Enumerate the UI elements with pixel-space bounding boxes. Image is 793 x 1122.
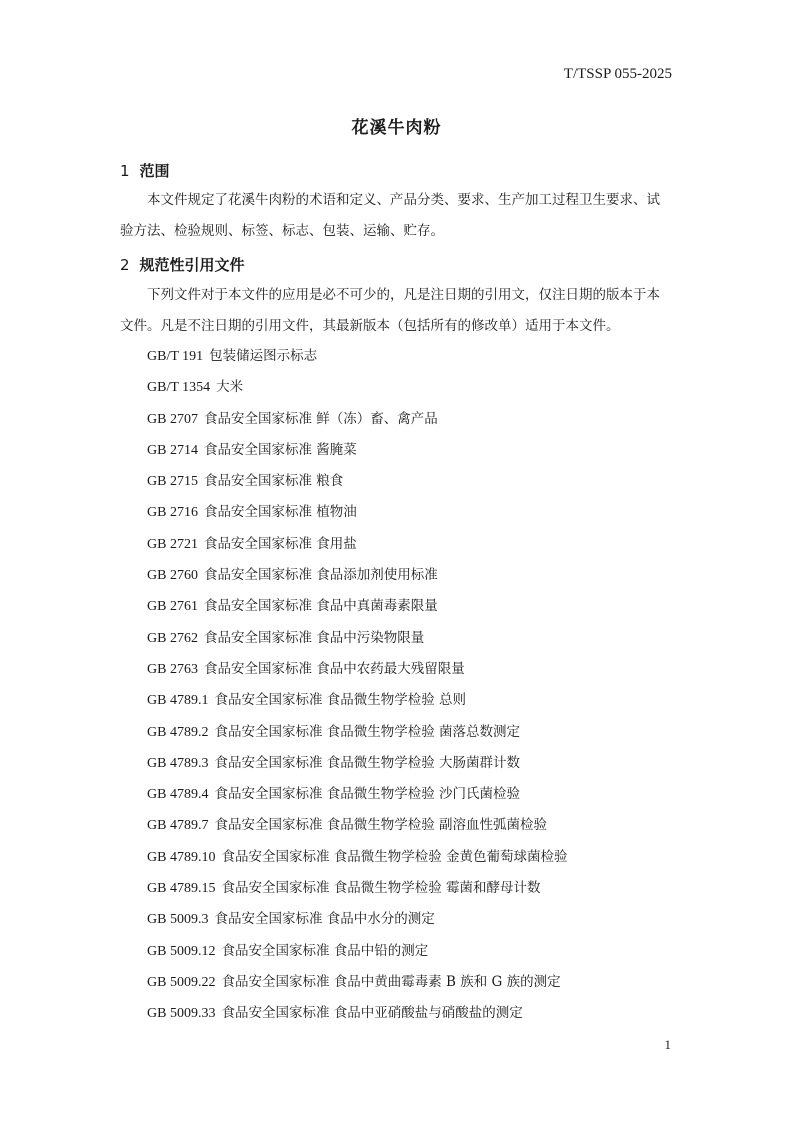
reference-code: GB 5009.22 — [147, 974, 216, 990]
reference-code: GB 4789.2 — [147, 724, 209, 740]
reference-title: 食品安全国家标准 粮食 — [203, 473, 344, 490]
section-heading-normative-references — [120, 254, 245, 275]
section-title: 范围 — [139, 162, 170, 180]
reference-code: GB 2763 — [147, 661, 198, 677]
section-number: 2 — [120, 256, 130, 274]
reference-item — [147, 752, 568, 783]
reference-code: GB 4789.1 — [147, 693, 209, 709]
reference-item — [147, 908, 568, 939]
references-paragraph-line-2: 文件。凡是不注日期的引用文件，其最新版本（包括所有的修改单）适用于本文件。 — [120, 318, 620, 334]
reference-item — [147, 783, 568, 814]
reference-item — [147, 658, 568, 689]
reference-code: GB 4789.4 — [147, 787, 209, 803]
reference-code: GB 4789.3 — [147, 755, 209, 771]
reference-code: GB 5009.33 — [147, 1006, 216, 1022]
reference-code: GB/T 191 — [147, 349, 204, 364]
reference-title: 食品安全国家标准 食品微生物学检验 副溶血性弧菌检验 — [214, 817, 548, 834]
references-paragraph-line-1: 下列文件对于本文件的应用是必不可少的，凡是注日期的引用文，仅注日期的版本于本 — [147, 287, 660, 303]
document-number: T/TSSP 055-2025 — [563, 66, 672, 82]
reference-code: GB 4789.7 — [147, 818, 209, 834]
section-heading-scope — [120, 160, 170, 181]
reference-code: GB 4789.15 — [147, 881, 216, 897]
reference-title: 食品安全国家标准 食品中亚硝酸盐与硝酸盐的测定 — [221, 1005, 523, 1022]
reference-title: 食品安全国家标准 食品微生物学检验 大肠菌群计数 — [214, 754, 521, 771]
reference-item — [147, 345, 568, 376]
section-title: 规范性引用文件 — [139, 256, 245, 274]
reference-title: 食品安全国家标准 食品中黄曲霉毒素 B 族和 G 族的测定 — [221, 973, 561, 990]
reference-title: 食品安全国家标准 食品中铅的测定 — [221, 942, 429, 959]
reference-code: GB 2707 — [147, 411, 198, 427]
reference-item — [147, 439, 568, 470]
scope-paragraph-line-2: 验方法、检验规则、标签、标志、包装、运输、贮存。 — [120, 223, 444, 239]
reference-code: GB/T 1354 — [147, 380, 211, 396]
page-number: 1 — [664, 1037, 671, 1052]
reference-title: 食品安全国家标准 酱腌菜 — [203, 441, 357, 458]
reference-item — [147, 408, 568, 439]
reference-title: 食品安全国家标准 食品微生物学检验 沙门氏菌检验 — [214, 786, 521, 803]
reference-title: 食品安全国家标准 食用盐 — [203, 535, 357, 552]
reference-title: 食品安全国家标准 食品微生物学检验 霉菌和酵母计数 — [221, 880, 541, 897]
reference-item — [147, 814, 568, 845]
reference-title: 食品安全国家标准 食品微生物学检验 总则 — [214, 692, 467, 709]
reference-title: 食品安全国家标准 食品中水分的测定 — [214, 911, 435, 928]
reference-item — [147, 877, 568, 908]
reference-item — [147, 595, 568, 626]
reference-item — [147, 689, 568, 720]
reference-code: GB 5009.3 — [147, 912, 209, 928]
reference-title: 食品安全国家标准 鲜（冻）畜、禽产品 — [203, 410, 438, 427]
reference-list — [147, 345, 568, 1034]
reference-title: 食品安全国家标准 食品中污染物限量 — [203, 629, 425, 646]
reference-item — [147, 564, 568, 595]
reference-title: 食品安全国家标准 食品添加剂使用标准 — [203, 567, 438, 584]
reference-item — [147, 846, 568, 877]
reference-code: GB 2721 — [147, 536, 198, 552]
reference-title: 食品安全国家标准 食品中真菌毒素限量 — [203, 598, 438, 615]
reference-code: GB 4789.10 — [147, 849, 216, 865]
reference-title: 食品安全国家标准 食品微生物学检验 菌落总数测定 — [214, 723, 521, 740]
reference-code: GB 2762 — [147, 630, 198, 646]
section-number: 1 — [120, 162, 130, 180]
reference-item — [147, 376, 568, 407]
reference-code: GB 2715 — [147, 474, 198, 490]
reference-item — [147, 721, 568, 752]
reference-item — [147, 940, 568, 971]
reference-code: GB 5009.12 — [147, 943, 216, 959]
reference-item — [147, 470, 568, 501]
document-title: 花溪牛肉粉 — [351, 118, 442, 138]
reference-title: 食品安全国家标准 食品微生物学检验 金黄色葡萄球菌检验 — [221, 848, 568, 865]
reference-code: GB 2760 — [147, 568, 198, 584]
reference-title: 食品安全国家标准 食品中农药最大残留限量 — [203, 660, 465, 677]
reference-item — [147, 501, 568, 532]
reference-code: GB 2714 — [147, 442, 198, 458]
reference-code: GB 2716 — [147, 505, 198, 521]
reference-title: 包装储运图示标志 — [209, 348, 318, 364]
reference-item — [147, 971, 568, 1002]
reference-title: 食品安全国家标准 植物油 — [203, 504, 357, 521]
scope-paragraph-line-1: 本文件规定了花溪牛肉粉的术语和定义、产品分类、要求、生产加工过程卫生要求、试 — [147, 192, 660, 208]
reference-item — [147, 627, 568, 658]
reference-item — [147, 533, 568, 564]
reference-item — [147, 1002, 568, 1033]
reference-title: 大米 — [216, 379, 244, 396]
reference-code: GB 2761 — [147, 599, 198, 615]
